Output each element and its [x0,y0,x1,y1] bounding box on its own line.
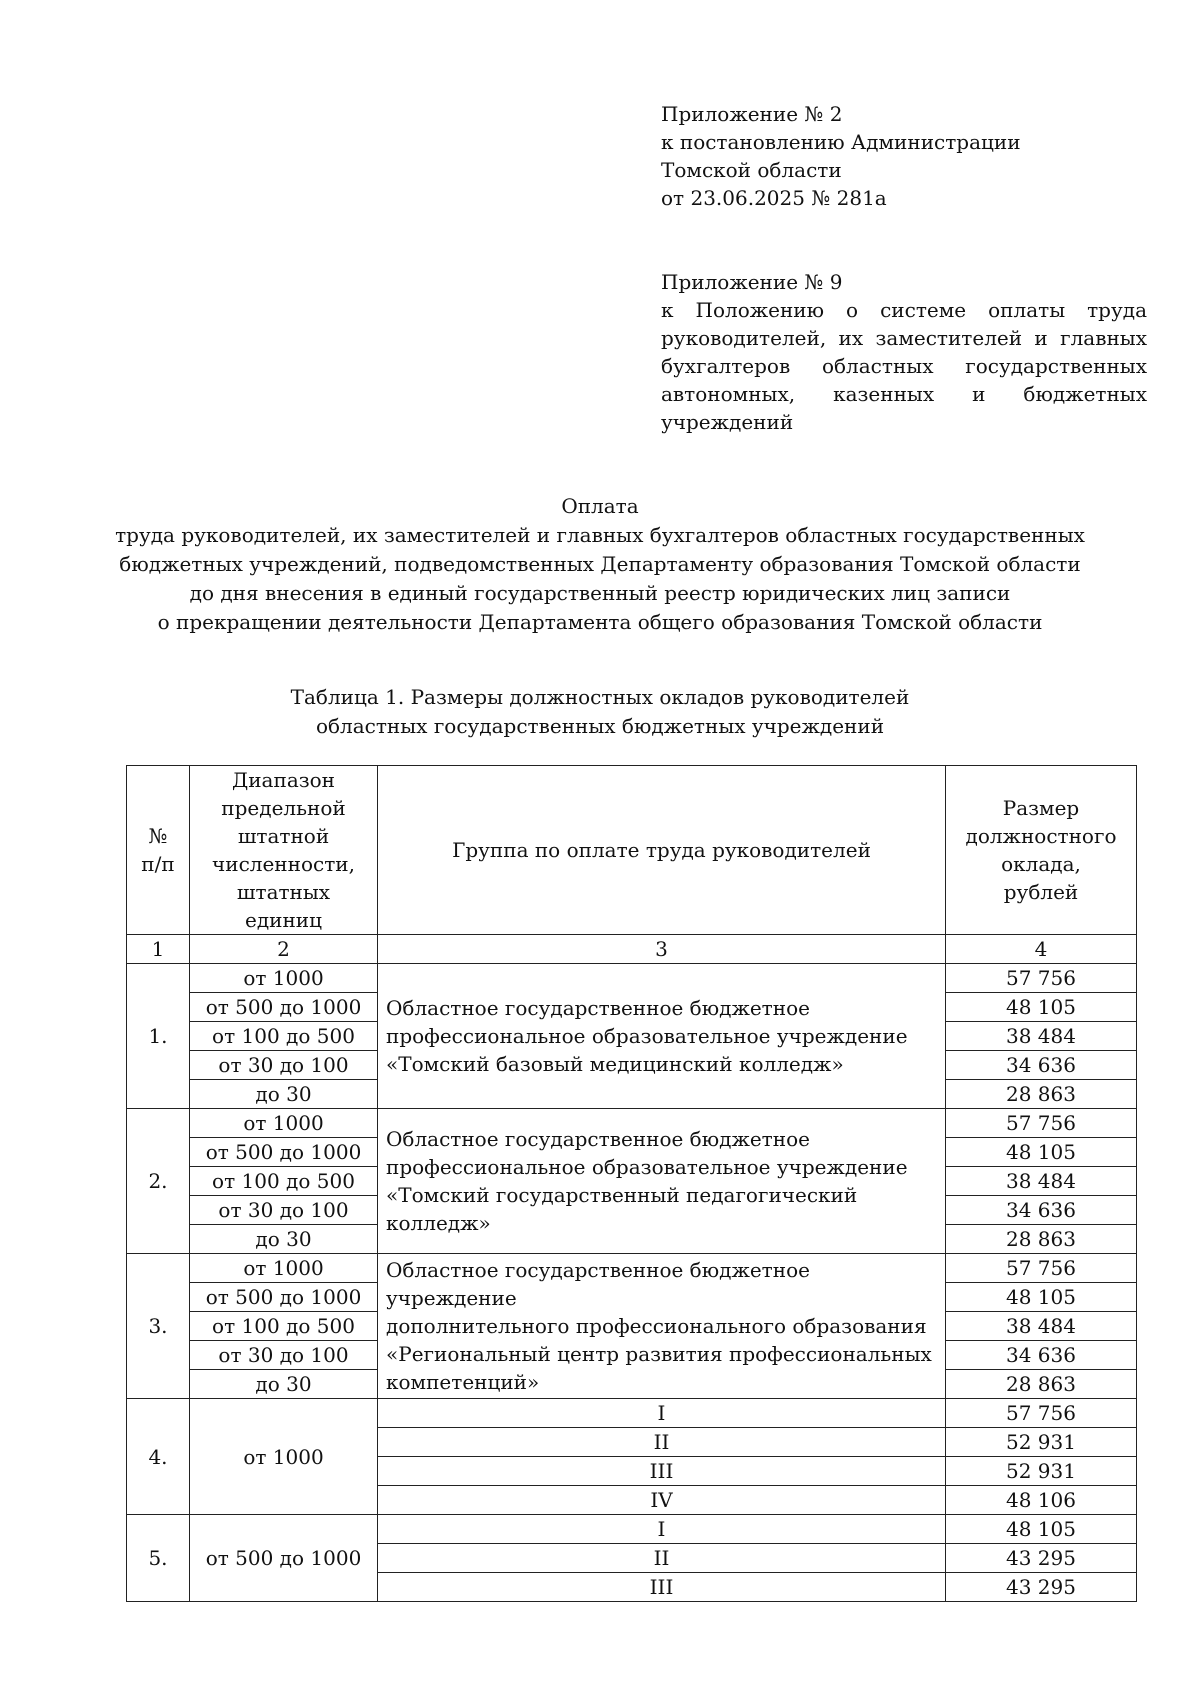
appendix-9-line: к Положению о системе оплаты труда [661,298,1147,322]
org-line: компетенций» [386,1370,540,1394]
org-line: Областное государственное бюджетное [386,996,810,1020]
org-line: «Томский базовый медицинский колледж» [386,1052,844,1076]
header-text: Диапазон [231,768,336,792]
row-number: 3. [127,1254,190,1399]
appendix-9-title: Приложение № 9 [661,270,843,294]
header-salary [946,766,1137,935]
salary-cell: 48 105 [946,1138,1137,1167]
header-text: рублей [1003,880,1079,904]
table-row [127,1515,1137,1544]
salary-cell: 52 931 [946,1428,1137,1457]
salary-cell: 43 295 [946,1544,1137,1573]
table-row [127,964,1137,993]
salary-cell: 28 863 [946,1225,1137,1254]
range-cell: от 500 до 1000 [190,993,378,1022]
salary-cell: 34 636 [946,1196,1137,1225]
header-group [378,766,946,935]
org-line: профессиональное образовательное учреждение [386,1024,908,1048]
range-cell: от 1000 [190,964,378,993]
range-cell: от 30 до 100 [190,1341,378,1370]
table-caption [200,683,1000,741]
organization-cell [378,1254,946,1399]
title-line: Оплата [561,494,639,518]
column-number-row [127,935,1137,964]
appendix-9-line: учреждений [661,410,794,434]
range-cell: от 30 до 100 [190,1051,378,1080]
range-cell: от 1000 [190,1399,378,1515]
org-line: «Региональный центр развития профессиональных [386,1342,932,1366]
salary-cell: 48 106 [946,1486,1137,1515]
row-number: 1. [127,964,190,1109]
salary-cell: 34 636 [946,1051,1137,1080]
range-cell: до 30 [190,1225,378,1254]
pay-group-cell: I [378,1515,946,1544]
pay-group-cell: II [378,1544,946,1573]
appendix-9-line: бухгалтеров областных государственных [661,354,1147,378]
pay-group-cell: I [378,1399,946,1428]
salary-cell: 57 756 [946,1254,1137,1283]
range-cell: от 500 до 1000 [190,1515,378,1602]
appendix-9-line: руководителей, их заместителей и главных [661,326,1147,350]
appendix-2-line: к постановлению Администрации [661,130,1021,154]
table-row [127,1109,1137,1138]
salary-cell: 28 863 [946,1370,1137,1399]
salary-cell: 38 484 [946,1167,1137,1196]
row-number: 2. [127,1109,190,1254]
salary-cell: 57 756 [946,1399,1137,1428]
org-line: Областное государственное бюджетное [386,1127,810,1151]
range-cell: от 500 до 1000 [190,1138,378,1167]
range-cell: от 30 до 100 [190,1196,378,1225]
header-text: Размер [1002,796,1080,820]
org-line: Областное государственное бюджетное учреждение [386,1258,810,1310]
salary-cell: 57 756 [946,1109,1137,1138]
org-line: дополнительного профессионального образования [386,1314,927,1338]
column-number: 4 [946,935,1137,964]
header-text: предельной [221,796,346,820]
salary-cell: 38 484 [946,1022,1137,1051]
header-number [127,766,190,935]
header-range [190,766,378,935]
title-line: бюджетных учреждений, подведомственных Департаменту образования Томской области [119,552,1081,576]
header-row [127,766,1137,935]
org-line: профессиональное образовательное учреждение [386,1155,908,1179]
header-text: штатной [237,824,330,848]
range-cell: до 30 [190,1080,378,1109]
salary-cell: 48 105 [946,993,1137,1022]
document-title [100,492,1100,637]
pay-group-cell: III [378,1457,946,1486]
salary-cell: 38 484 [946,1312,1137,1341]
organization-cell [378,964,946,1109]
header-text: Группа по оплате труда руководителей [452,838,871,862]
header-text: единиц [244,908,322,932]
salary-cell: 57 756 [946,964,1137,993]
range-cell: от 100 до 500 [190,1022,378,1051]
range-cell: до 30 [190,1370,378,1399]
title-line: о прекращении деятельности Департамента общего образования Томской области [157,610,1043,634]
column-number: 1 [127,935,190,964]
row-number: 5. [127,1515,190,1602]
header-text: численности, [212,852,355,876]
salary-table [126,765,1137,1602]
range-cell: от 1000 [190,1109,378,1138]
header-text: п/п [141,852,175,876]
header-text: штатных [236,880,331,904]
salary-cell: 52 931 [946,1457,1137,1486]
organization-cell [378,1109,946,1254]
title-line: труда руководителей, их заместителей и главных бухгалтеров областных государственных [115,523,1085,547]
org-line: колледж» [386,1211,491,1235]
salary-cell: 28 863 [946,1080,1137,1109]
row-number: 4. [127,1399,190,1515]
header-text: № [148,824,168,848]
appendix-2-header [661,100,1147,212]
pay-group-cell: III [378,1573,946,1602]
range-cell: от 100 до 500 [190,1312,378,1341]
salary-cell: 34 636 [946,1341,1137,1370]
header-text: должностного [965,824,1117,848]
header-text: оклада, [1001,852,1081,876]
salary-cell: 48 105 [946,1515,1137,1544]
table-row [127,1254,1137,1283]
salary-cell: 43 295 [946,1573,1137,1602]
salary-cell: 48 105 [946,1283,1137,1312]
pay-group-cell: II [378,1428,946,1457]
appendix-2-line: Томской области [661,158,842,182]
org-line: «Томский государственный педагогический [386,1183,858,1207]
appendix-9-line: автономных, казенных и бюджетных [661,382,1147,406]
caption-line: Таблица 1. Размеры должностных окладов руководителей [290,685,910,709]
table-row [127,1399,1137,1428]
range-cell: от 1000 [190,1254,378,1283]
column-number: 3 [378,935,946,964]
range-cell: от 100 до 500 [190,1167,378,1196]
appendix-2-date: от 23.06.2025 № 281а [661,186,887,210]
caption-line: областных государственных бюджетных учреждений [315,714,885,738]
range-cell: от 500 до 1000 [190,1283,378,1312]
pay-group-cell: IV [378,1486,946,1515]
appendix-9-header [661,268,1147,436]
title-line: до дня внесения в единый государственный реестр юридических лиц записи [189,581,1011,605]
appendix-2-title: Приложение № 2 [661,102,843,126]
column-number: 2 [190,935,378,964]
